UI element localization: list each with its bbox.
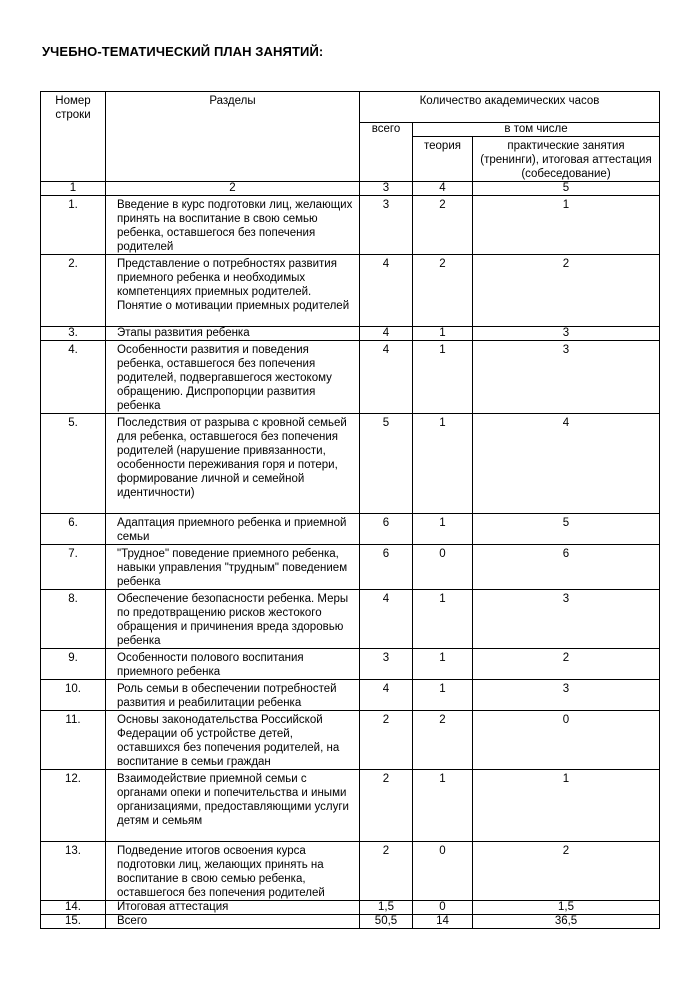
- practice-hours: 4: [473, 414, 660, 514]
- table-row: [41, 414, 660, 514]
- section-title: Особенности развития и поведения ребенка, оставшегося без попечения родителей, подвергавшегося жестокому обращению. Диспропорции развития ребенка: [106, 341, 360, 414]
- row-number: 11.: [41, 711, 106, 770]
- row-number: 13.: [41, 842, 106, 901]
- section-title: Представление о потребностях развития приемного ребенка и необходимых компетенциях приемных родителей. Понятие о мотивации приемных родителей: [106, 255, 360, 327]
- column-number: 2: [106, 182, 360, 196]
- row-number: 4.: [41, 341, 106, 414]
- table-row: [41, 901, 660, 915]
- header-theory: теория: [413, 137, 473, 182]
- total-hours: 2: [360, 770, 413, 842]
- table-row: [41, 545, 660, 590]
- column-number: 1: [41, 182, 106, 196]
- row-number: 9.: [41, 649, 106, 680]
- total-hours: 50,5: [360, 915, 413, 929]
- table-row: [41, 590, 660, 649]
- page-title: УЧЕБНО-ТЕМАТИЧЕСКИЙ ПЛАН ЗАНЯТИЙ:: [42, 44, 324, 59]
- theory-hours: 1: [413, 341, 473, 414]
- table-row: [41, 915, 660, 929]
- total-hours: 6: [360, 514, 413, 545]
- practice-hours: 6: [473, 545, 660, 590]
- table-row: [41, 327, 660, 341]
- table-row: [41, 341, 660, 414]
- table-row: [41, 255, 660, 327]
- column-number: 5: [473, 182, 660, 196]
- row-number: 14.: [41, 901, 106, 915]
- header-including: в том числе: [413, 123, 660, 137]
- total-hours: 4: [360, 255, 413, 327]
- section-title: Основы законодательства Российской Федерации об устройстве детей, оставшихся без попечения родителей, на воспитание в семьи граждан: [106, 711, 360, 770]
- practice-hours: 1: [473, 196, 660, 255]
- total-hours: 4: [360, 680, 413, 711]
- table-row: [41, 649, 660, 680]
- section-title: Итоговая аттестация: [106, 901, 360, 915]
- total-hours: 3: [360, 196, 413, 255]
- header-practice: практические занятия (тренинги), итоговая аттестация (собеседование): [473, 137, 660, 182]
- section-title: Адаптация приемного ребенка и приемной семьи: [106, 514, 360, 545]
- theory-hours: 1: [413, 649, 473, 680]
- practice-hours: 3: [473, 680, 660, 711]
- total-hours: 3: [360, 649, 413, 680]
- row-number: 12.: [41, 770, 106, 842]
- total-hours: 2: [360, 711, 413, 770]
- header-hours: Количество академических часов: [360, 92, 660, 123]
- theory-hours: 0: [413, 901, 473, 915]
- theory-hours: 14: [413, 915, 473, 929]
- practice-hours: 2: [473, 842, 660, 901]
- header-total: всего: [360, 123, 413, 182]
- section-title: Особенности полового воспитания приемного ребенка: [106, 649, 360, 680]
- row-number: 1.: [41, 196, 106, 255]
- practice-hours: 2: [473, 649, 660, 680]
- row-number: 10.: [41, 680, 106, 711]
- column-number: 3: [360, 182, 413, 196]
- study-plan-table: [40, 91, 660, 929]
- total-hours: 5: [360, 414, 413, 514]
- row-number: 5.: [41, 414, 106, 514]
- table-row: [41, 842, 660, 901]
- practice-hours: 0: [473, 711, 660, 770]
- theory-hours: 1: [413, 770, 473, 842]
- section-title: "Трудное" поведение приемного ребенка, навыки управления "трудным" поведением ребенка: [106, 545, 360, 590]
- row-number: 3.: [41, 327, 106, 341]
- theory-hours: 2: [413, 255, 473, 327]
- section-title: Введение в курс подготовки лиц, желающих принять на воспитание в свою семью ребенка, оставшегося без попечения родителей: [106, 196, 360, 255]
- practice-hours: 5: [473, 514, 660, 545]
- practice-hours: 1: [473, 770, 660, 842]
- total-hours: 4: [360, 327, 413, 341]
- section-title: Обеспечение безопасности ребенка. Меры по предотвращению рисков жестокого обращения и причинения вреда здоровью ребенка: [106, 590, 360, 649]
- total-hours: 6: [360, 545, 413, 590]
- header-sections: Разделы: [106, 92, 360, 182]
- total-hours: 2: [360, 842, 413, 901]
- total-hours: 4: [360, 341, 413, 414]
- practice-hours: 2: [473, 255, 660, 327]
- table-row: [41, 196, 660, 255]
- table-row: [41, 514, 660, 545]
- total-hours: 1,5: [360, 901, 413, 915]
- section-title: Подведение итогов освоения курса подготовки лиц, желающих принять на воспитание в свою семью ребенка, оставшегося без попечения родителей: [106, 842, 360, 901]
- theory-hours: 1: [413, 327, 473, 341]
- row-number: 7.: [41, 545, 106, 590]
- row-number: 8.: [41, 590, 106, 649]
- practice-hours: 3: [473, 590, 660, 649]
- practice-hours: 1,5: [473, 901, 660, 915]
- theory-hours: 0: [413, 842, 473, 901]
- theory-hours: 1: [413, 414, 473, 514]
- section-title: Взаимодействие приемной семьи с органами опеки и попечительства и иными организациями, предоставляющими услуги детям и семьям: [106, 770, 360, 842]
- total-hours: 4: [360, 590, 413, 649]
- header-row-number: Номер строки: [41, 92, 106, 182]
- practice-hours: 36,5: [473, 915, 660, 929]
- practice-hours: 3: [473, 341, 660, 414]
- theory-hours: 1: [413, 590, 473, 649]
- practice-hours: 3: [473, 327, 660, 341]
- row-number: 2.: [41, 255, 106, 327]
- row-number: 15.: [41, 915, 106, 929]
- theory-hours: 1: [413, 514, 473, 545]
- column-number: 4: [413, 182, 473, 196]
- theory-hours: 2: [413, 196, 473, 255]
- section-title: Последствия от разрыва с кровной семьей для ребенка, оставшегося без попечения родителей (нарушение привязанности, особенности переживания горя и потери, формирование личной и семейной идентичности): [106, 414, 360, 514]
- theory-hours: 0: [413, 545, 473, 590]
- theory-hours: 1: [413, 680, 473, 711]
- section-title: Всего: [106, 915, 360, 929]
- table-row: [41, 680, 660, 711]
- table-row: [41, 711, 660, 770]
- section-title: Роль семьи в обеспечении потребностей развития и реабилитации ребенка: [106, 680, 360, 711]
- row-number: 6.: [41, 514, 106, 545]
- theory-hours: 2: [413, 711, 473, 770]
- table-row: [41, 770, 660, 842]
- section-title: Этапы развития ребенка: [106, 327, 360, 341]
